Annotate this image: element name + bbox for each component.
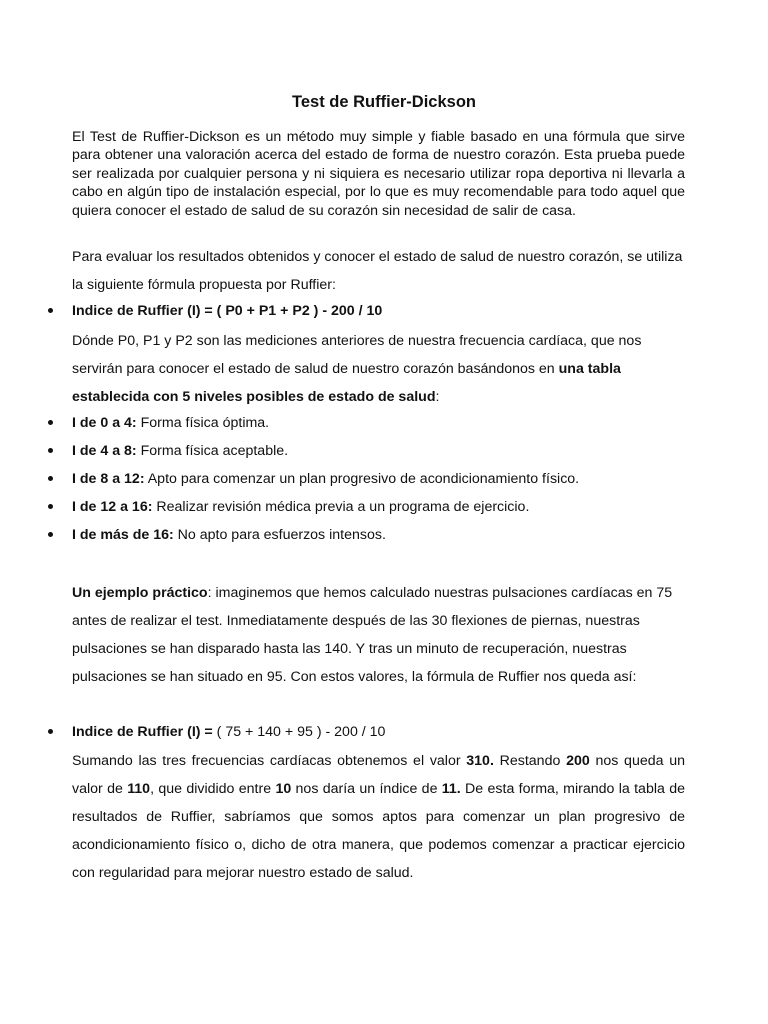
bullet-icon <box>48 308 53 313</box>
bullet-icon <box>48 532 53 537</box>
example-label: Un ejemplo práctico <box>72 585 208 601</box>
result-paragraph <box>72 747 685 887</box>
bullet-icon <box>48 476 53 481</box>
formula-list-item <box>72 301 685 321</box>
level-text: Forma física aceptable. <box>136 443 289 459</box>
result-text: nos daría un índice de <box>291 781 442 797</box>
level-item <box>72 497 685 517</box>
result-text: Restando <box>493 753 567 769</box>
level-text: Realizar revisión médica previa a un programa de ejercicio. <box>152 499 530 515</box>
result-value: 200 <box>566 753 590 769</box>
level-text: No apto para esfuerzos intensos. <box>173 527 386 543</box>
bullet-icon <box>48 729 53 734</box>
result-value: 310. <box>466 753 494 769</box>
bullet-icon <box>48 420 53 425</box>
level-item <box>72 441 685 461</box>
explanation-paragraph <box>72 327 685 411</box>
result-text: , que dividido entre <box>150 781 276 797</box>
result-text: Sumando las tres frecuencias cardíacas obtenemos el valor <box>72 753 467 769</box>
formula-example-item <box>72 722 685 742</box>
bullet-icon <box>48 448 53 453</box>
result-text: De esta forma, mirando la tabla de resultados de Ruffier, sabríamos que somos aptos para comenzar un plan progresivo de acondicionamiento físico o, dicho de otra manera, que podemos comenzar a practicar ejercicio con regularidad para mejorar nuestro estado de salud. <box>72 781 685 881</box>
level-label: I de 4 a 8: <box>72 443 137 459</box>
page-title: Test de Ruffier-Dickson <box>292 93 476 111</box>
explanation-text: Dónde P0, P1 y P2 son las mediciones anteriores de nuestra frecuencia cardíaca, que nos servirán para conocer el estado de salud de nuestro corazón basándonos en <box>72 333 642 377</box>
explanation-end: : <box>435 389 440 405</box>
level-label: I de más de 16: <box>72 527 174 543</box>
level-label: I de 12 a 16: <box>72 499 153 515</box>
result-text: nos queda un valor de <box>72 753 685 797</box>
result-value: 11. <box>441 781 461 797</box>
example-paragraph <box>72 579 685 691</box>
formula-intro-paragraph: Para evaluar los resultados obtenidos y conocer el estado de salud de nuestro corazón, se utiliza la siguiente fórmula propuesta por Ruffier: <box>72 249 683 293</box>
formula-example-label: Indice de Ruffier (I) = <box>72 724 213 740</box>
result-value: 10 <box>275 781 292 797</box>
result-value: 110 <box>127 781 151 797</box>
level-item <box>72 413 685 433</box>
level-text: Apto para comenzar un plan progresivo de acondicionamiento físico. <box>144 471 580 487</box>
explanation-bold: una tabla establecida con 5 niveles posibles de estado de salud <box>72 361 621 405</box>
level-label: I de 0 a 4: <box>72 415 137 431</box>
bullet-icon <box>48 504 53 509</box>
formula-example-text: ( 75 + 140 + 95 ) - 200 / 10 <box>212 724 386 740</box>
level-text: Forma física óptima. <box>136 415 270 431</box>
example-text: : imaginemos que hemos calculado nuestras pulsaciones cardíacas en 75 antes de realizar el test. Inmediatamente después de las 30 flexiones de piernas, nuestras pulsaciones se han disparado hasta las 140. Y tras un minuto de recuperación, nuestras pulsaciones se han situado en 95. Con estos valores, la fórmula de Ruffier nos queda así: <box>72 585 673 685</box>
formula-text: Indice de Ruffier (I) = ( P0 + P1 + P2 ) - 200 / 10 <box>72 303 383 319</box>
level-item <box>72 525 685 545</box>
level-item <box>72 469 685 489</box>
level-label: I de 8 a 12: <box>72 471 145 487</box>
intro-paragraph: El Test de Ruffier-Dickson es un método muy simple y fiable basado en una fórmula que sirve para obtener una valoración acerca del estado de forma de nuestro corazón. Esta prueba puede ser realizada por cualquier persona y ni siquiera es necesario utilizar ropa deportiva ni llevarla a cabo en algún tipo de instalación especial, por lo que es muy recomendable para todo aquel que quiera conocer el estado de salud de su corazón sin necesidad de salir de casa. <box>72 129 685 219</box>
